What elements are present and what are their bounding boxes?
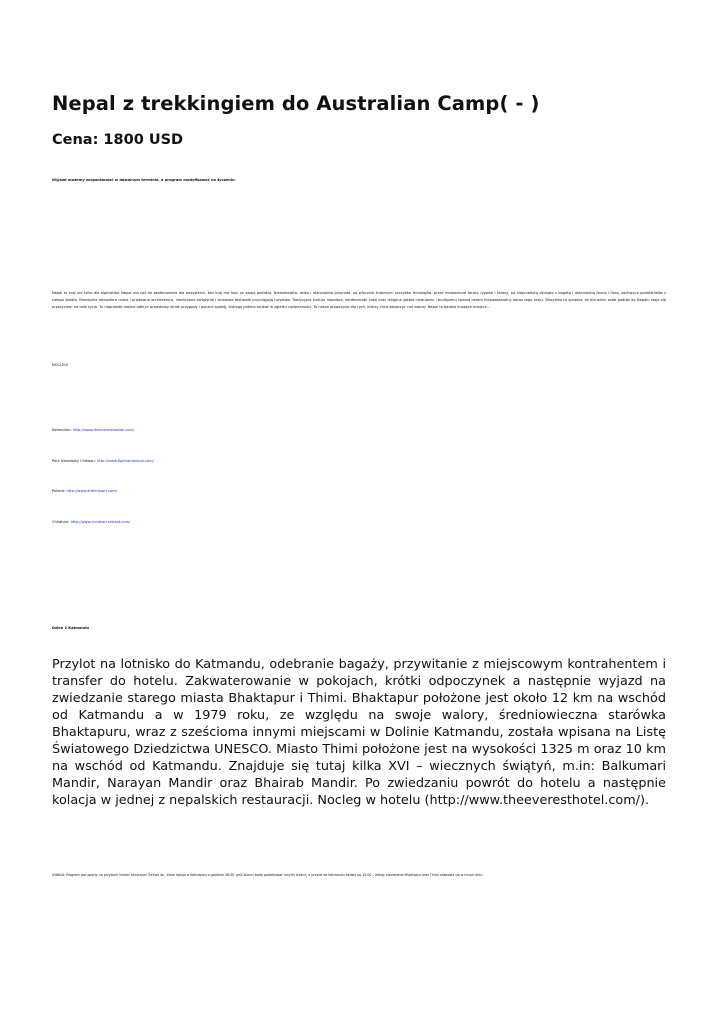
hotel-label: Pokara: xyxy=(52,489,67,493)
hotel-item-chhahari xyxy=(52,520,130,524)
hotel-item-chitwan xyxy=(52,459,154,463)
organize-note: Wyjazd możemy zorganizować w dowolnym terminie, a program modyfikować na życzenie. xyxy=(52,178,236,182)
page-title: Nepal z trekkingiem do Australian Camp( - ) xyxy=(52,92,540,115)
hotel-link[interactable]: http://www.chhahari.retreat.com/ xyxy=(70,520,131,524)
day1-description: Przylot na lotnisko do Katmandu, odebranie bagaży, przywitanie z miejscowym kontrahentem i transfer do hotelu. Zakwaterowanie w pokojach, krótki odpoczynek a następnie wyjazd na zwiedzanie starego miasta Bhaktapur i Thimi. Bhaktapur położone jest około 12 km na wschód od Katmandu a w 1979 roku, ze względu na swoje walory, średniowieczna starówka Bhaktapuru, wraz z sześcioma innymi miejscami w Dolinie Katmandu, została wpisana na Listę Światowego Dziedzictwa UNESCO. Miasto Thimi położone jest na wysokości 1325 m oraz 10 km na wschód od Katmandu. Znajduje się tutaj kilka XVI – wiecznych świątyń, m.in: Balkumari Mandir, Narayan Mandir oraz Bhairab Mandir. Po zwiedzaniu powrót do hotelu a następnie kolacja w jednej z nepalskich restauracji. Nocleg w hotelu (http://www.theeveresthotel.com/). xyxy=(52,657,666,808)
hotel-item-pokara xyxy=(52,489,117,493)
hotel-label: Park Narodowy Chitwan: xyxy=(52,459,98,463)
hotel-link[interactable]: http://www.theeverestheotel.com/ xyxy=(72,428,135,432)
hotel-link[interactable]: http://www.atithiresort.com/ xyxy=(66,489,118,493)
footnote: UWAGA: Program jest oparty na przylocie liniami lotniczymi Turkish Air, które lądują w Katmandu o godzinie 08:30. Jeśli klienci będą podróżować innymi liniami, a przylot do Katmandu będzie po 15:00 – wtedy zwiedzanie Bhaktapur oraz Thimi odbędzie się w innym dniu. xyxy=(52,873,484,877)
intro-paragraph: Nepal to kraj nie tylko dla alpinistów. Nepal ma coś do zaoferowania dla wszystkich, bez kraj ma moc ze swoją podróżą. Niesamowita, dzika i różnorodna przyroda, od wiecznie śnieżnych szczytów Himalajów, przez malownicze tarasy ryżowe i tarasy, po nieprzebytą dżunglę z bogatą i różnorodną fauną i florą, zachwyca podróżników z całego świata. Niezwykła atmosfera miast i pradawna architektura, niezliczone świątynie i kolorowe festiwale przyciągają turystów. Tradycyjna kultura nepalska, serdeczność ludzi oraz religijna głębia hinduizmu i buddyzmu tworzą razem niepowtarzalny obraz tego kraju. Wszystko to sprawia, że dla wielu osób podróż do Nepalu staje się przeżyciem na całe życie. Tu naprawdę można odkryć prawdziwy smak przygody i poczuć spokój, którego próżno szukać w zgiełku codzienności. To nasza propozycja dla tych, którzy chcą zobaczyć coś więcej. Nepal to bardzo kuszące miejsce... xyxy=(52,291,666,309)
hotel-label: Chhahari: xyxy=(52,520,71,524)
hotel-label: Katmandu: xyxy=(52,428,73,432)
day1-title: Dzień 1 Katmandu xyxy=(52,626,90,630)
price-heading: Cena: 1800 USD xyxy=(52,132,184,148)
hotel-link[interactable]: http://www.tigerlandnepal.com/ xyxy=(97,459,154,463)
lodging-label: NOCLEGI xyxy=(52,363,69,367)
hotel-item-katmandu xyxy=(52,428,134,432)
